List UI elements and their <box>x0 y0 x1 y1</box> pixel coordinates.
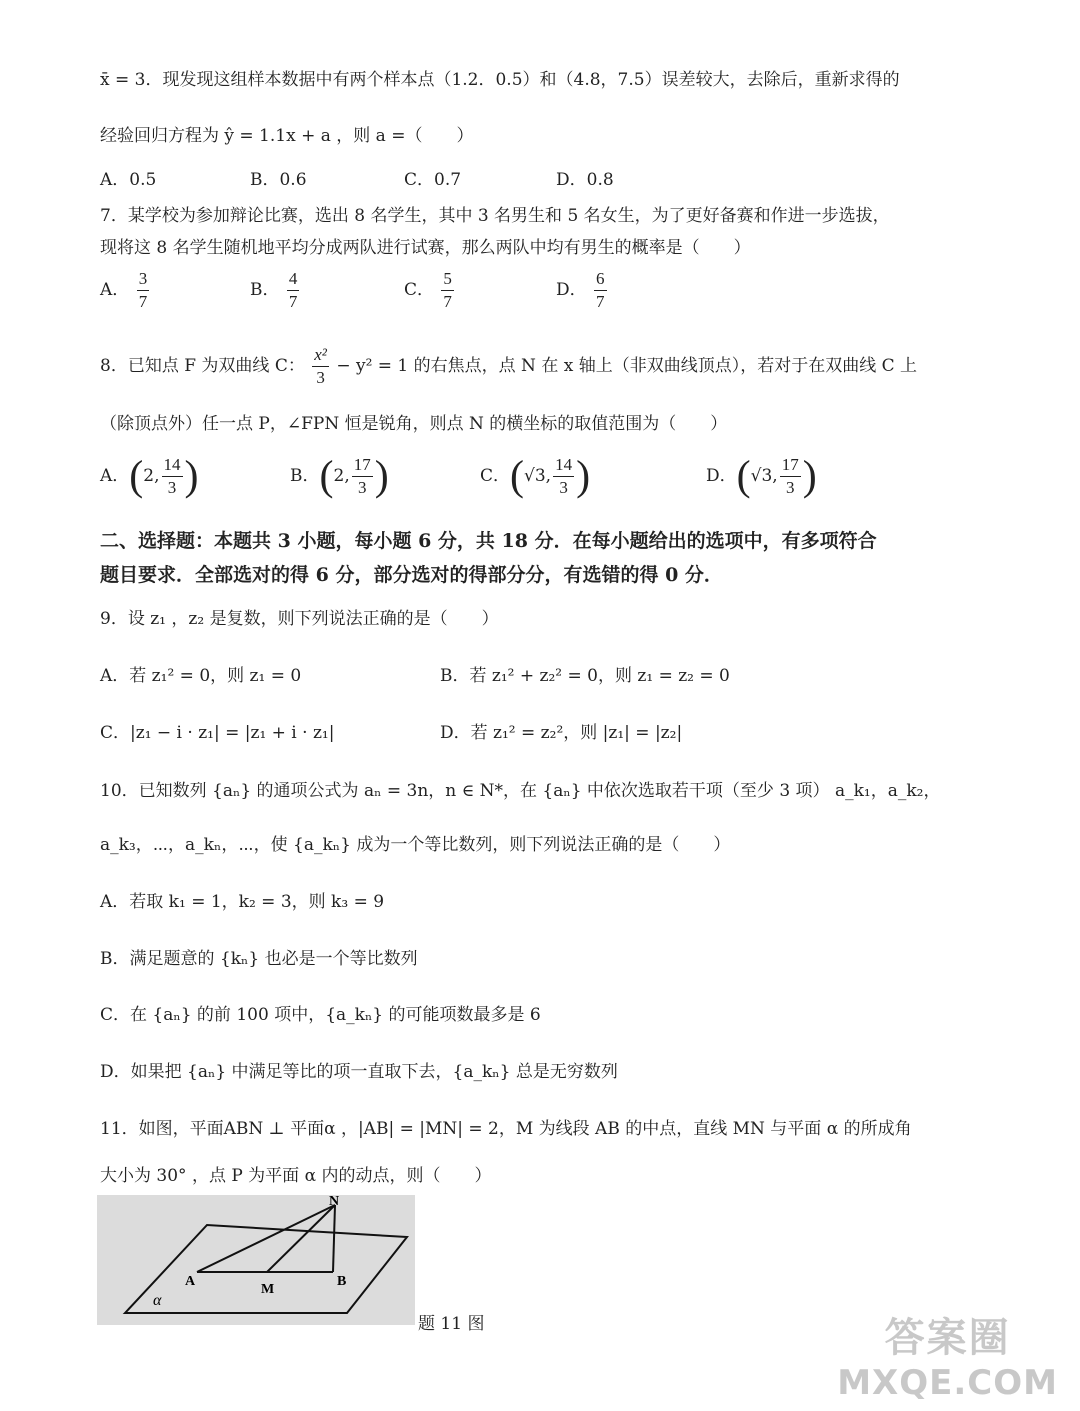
q7-option-b-fraction <box>287 268 300 313</box>
watermark-line2: MXQE.COM <box>837 1363 1058 1403</box>
q8-stem-post: − y² = 1 的右焦点，点 N 在 x 轴上（非双曲线顶点），若对于在双曲线 C 上 <box>336 356 918 376</box>
line-NB <box>333 1205 335 1272</box>
denominator: 7 <box>443 292 452 311</box>
q9-option-b: B．若 z₁² + z₂² = 0，则 z₁ = z₂ = 0 <box>440 666 730 686</box>
q10-option-a: A．若取 k₁ = 1，k₂ = 3，则 k₃ = 9 <box>100 892 385 912</box>
label-M: M <box>261 1282 275 1297</box>
denominator: 7 <box>288 292 298 311</box>
q7-option-b-label: B． <box>250 280 280 300</box>
numerator: 17 <box>352 454 373 477</box>
left-paren: ( <box>736 453 751 500</box>
q8-option-a-label: A． <box>100 466 130 486</box>
q8-option-b <box>290 454 389 499</box>
q7-option-c-fraction <box>441 268 454 313</box>
line-AN <box>197 1205 335 1272</box>
watermark-logo <box>837 1306 1058 1403</box>
section2-heading-line2: 题目要求．全部选对的得 6 分，部分选对的得部分分，有选错的得 0 分． <box>100 564 723 586</box>
label-N: N <box>329 1195 340 1209</box>
numerator: 4 <box>287 268 300 291</box>
q8-option-b-label: B． <box>290 466 320 486</box>
left-paren: ( <box>129 453 144 500</box>
denominator: 3 <box>357 478 367 497</box>
q8-option-a-left: 2, <box>143 466 160 486</box>
q6-option-b: B．0.6 <box>250 170 307 190</box>
q11-figure-caption: 题 11 图 <box>418 1314 485 1334</box>
numerator: 3 <box>137 268 150 291</box>
right-paren: ) <box>802 453 817 500</box>
right-paren: ) <box>374 453 389 500</box>
q7-option-d-label: D． <box>556 280 587 300</box>
line-MN <box>267 1205 335 1272</box>
label-alpha: α <box>153 1292 162 1309</box>
numerator: 14 <box>553 454 574 477</box>
q9-stem: 9．设 z₁ ，z₂ 是复数，则下列说法正确的是（ ） <box>100 609 499 629</box>
q6-option-a: A．0.5 <box>100 170 157 190</box>
q7-line1: 7．某学校为参加辩论比赛，选出 8 名学生，其中 3 名男生和 5 名女生，为了更好备赛和作进一步选拔， <box>100 206 890 226</box>
q8-option-d-label: D． <box>706 466 737 486</box>
q8-option-b-left: 2, <box>333 466 350 486</box>
q7-line2: 现将这 8 名学生随机地平均分成两队进行试赛，那么两队中均有男生的概率是（ ） <box>100 238 751 258</box>
numerator: 6 <box>594 268 607 291</box>
q8-line2: （除顶点外）任一点 P，∠FPN 恒是锐角，则点 N 的横坐标的取值范围为（ ） <box>100 414 728 434</box>
q7-option-c-label: C． <box>404 280 435 300</box>
q6-line1: x̄ = 3．现发现这组样本数据中有两个样本点（1.2．0.5）和（4.8，7.5）误差较大，去除后，重新求得的 <box>100 70 900 90</box>
numerator: x² <box>312 344 329 367</box>
label-A: A <box>185 1274 196 1289</box>
q7-option-a-label: A． <box>100 280 130 300</box>
q9-option-a: A．若 z₁² = 0，则 z₁ = 0 <box>100 666 302 686</box>
q8-option-d-left: √3, <box>750 466 778 486</box>
q7-option-a <box>100 268 151 313</box>
q11-line1: 11．如图，平面ABN ⊥ 平面α ，|AB| = |MN| = 2，M 为线段 AB 的中点，直线 MN 与平面 α 的所成角 <box>100 1119 912 1139</box>
q10-option-c: C．在 {aₙ} 的前 100 项中，{a_kₙ} 的可能项数最多是 6 <box>100 1005 541 1025</box>
q6-option-c: C．0.7 <box>404 170 462 190</box>
q8-option-a-fraction <box>162 454 183 499</box>
plane-diagram <box>97 1195 415 1325</box>
q7-option-b <box>250 268 301 313</box>
denominator: 3 <box>167 478 177 497</box>
left-paren: ( <box>510 453 525 500</box>
q6-option-d: D．0.8 <box>556 170 614 190</box>
left-paren: ( <box>319 453 334 500</box>
q6-line2: 经验回归方程为 ŷ = 1.1x + a ，则 a =（ ） <box>100 126 474 146</box>
q8-option-c-label: C． <box>480 466 511 486</box>
denominator: 3 <box>785 478 795 497</box>
q8-option-c-fraction <box>553 454 574 499</box>
numerator: 5 <box>441 268 454 291</box>
numerator: 17 <box>780 454 801 477</box>
q8-option-c <box>480 454 590 499</box>
q7-option-d <box>556 268 609 313</box>
q8-option-a <box>100 454 199 499</box>
q10-line2: a_k₃，⋯，a_kₙ，⋯，使 {a_kₙ} 成为一个等比数列，则下列说法正确的是（ ） <box>100 835 731 855</box>
q10-option-b: B．满足题意的 {kₙ} 也必是一个等比数列 <box>100 949 418 969</box>
q11-figure <box>97 1195 415 1325</box>
right-paren: ) <box>576 453 591 500</box>
q8-option-c-left: √3, <box>524 466 552 486</box>
label-B: B <box>337 1274 347 1289</box>
q8-option-b-fraction <box>352 454 373 499</box>
watermark-line1: 答案圈 <box>884 1315 1011 1361</box>
section2-heading-line1: 二、选择题：本题共 3 小题，每小题 6 分，共 18 分．在每小题给出的选项中，有多项符合 <box>100 530 877 552</box>
denominator: 7 <box>138 292 148 311</box>
q8-stem-pre: 8．已知点 F 为双曲线 C： <box>100 356 305 376</box>
q11-line2: 大小为 30° ，点 P 为平面 α 内的动点，则（ ） <box>100 1166 492 1186</box>
q8-hyperbola-fraction <box>312 344 329 389</box>
q9-option-c: C．|z₁ − i · z₁| = |z₁ + i · z₁| <box>100 723 335 743</box>
denominator: 7 <box>596 292 605 311</box>
q8-option-d <box>706 454 817 499</box>
q8-line1 <box>100 344 917 389</box>
q9-option-d: D．若 z₁² = z₂²，则 |z₁| = |z₂| <box>440 723 683 743</box>
denominator: 3 <box>559 478 568 497</box>
q10-line1: 10．已知数列 {aₙ} 的通项公式为 aₙ = 3n，n ∈ N*，在 {aₙ} 中依次选取若干项（至少 3 项） a_k₁，a_k₂， <box>100 781 941 801</box>
denominator: 3 <box>316 368 325 387</box>
right-paren: ) <box>184 453 199 500</box>
q8-option-d-fraction <box>780 454 801 499</box>
q7-option-c <box>404 268 456 313</box>
q10-option-d: D．如果把 {aₙ} 中满足等比的项一直取下去，{a_kₙ} 总是无穷数列 <box>100 1062 618 1082</box>
numerator: 14 <box>162 454 183 477</box>
q7-option-d-fraction <box>594 268 607 313</box>
q7-option-a-fraction <box>137 268 150 313</box>
